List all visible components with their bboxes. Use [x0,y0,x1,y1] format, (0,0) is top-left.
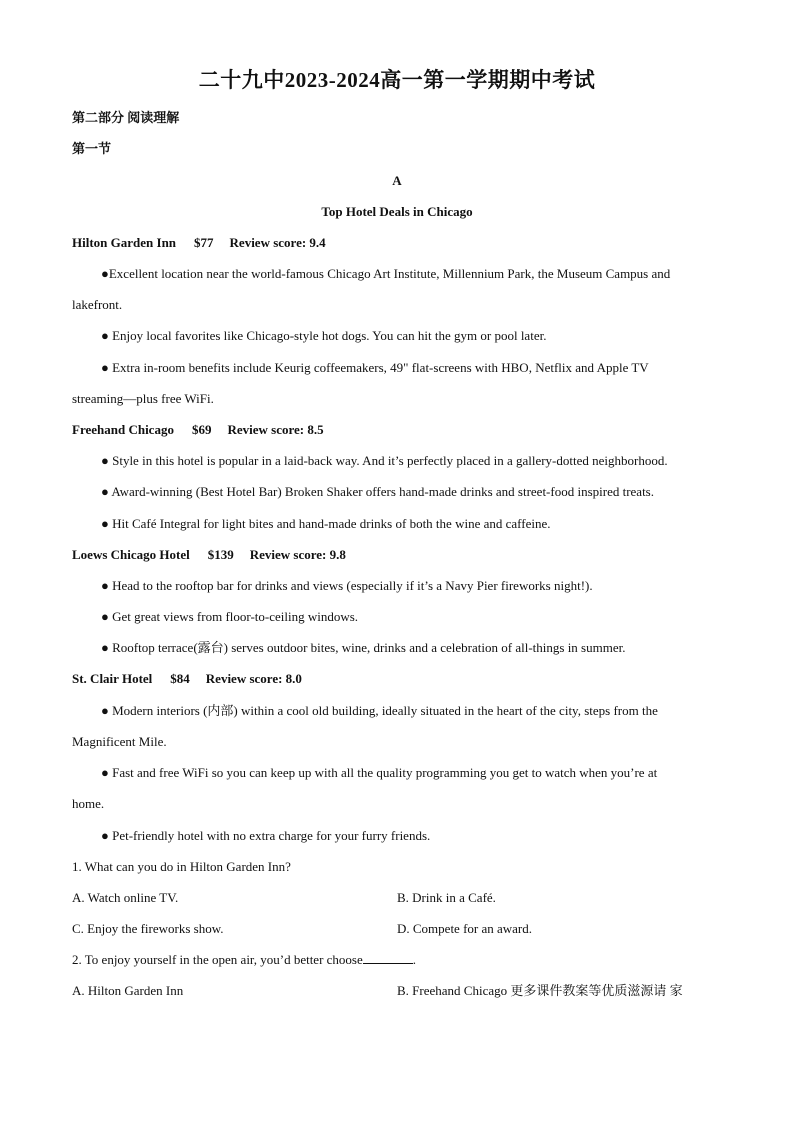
option-b[interactable]: B. Freehand Chicago 更多课件教案等优质滋源请 家 [397,983,683,998]
hotel-bullet: ● Award-winning (Best Hotel Bar) Broken Shaker offers hand-made drinks and street-food inspired treats. [101,484,654,499]
section-title: 第一节 [72,141,112,156]
passage-title: Top Hotel Deals in Chicago [321,204,473,219]
hotel-header [72,421,324,439]
hotel-bullet: ● Hit Café Integral for light bites and hand-made drinks of both the wine and caffeine. [101,516,551,531]
option-c[interactable]: C. Enjoy the fireworks show. [72,921,224,936]
hotel-bullet: ● Style in this hotel is popular in a laid-back way. And it’s perfectly placed in a gallery-dotted neighborhood. [101,453,668,468]
hotel-header [72,234,326,252]
hotel-bullet: ● Rooftop terrace(露台) serves outdoor bites, wine, drinks and a celebration of all-things in summer. [101,640,626,655]
hotel-price: $69 [191,422,212,437]
hotel-name: Freehand Chicago [72,422,174,437]
question-stem-end: . [412,952,417,967]
passage-label: A [392,173,402,188]
hotel-bullet-continuation: lakefront. [72,297,123,312]
hotel-price: $139 [207,547,234,562]
hotel-price: $84 [170,671,190,686]
hotel-score: Review score: 8.5 [227,422,324,437]
hotel-bullet-continuation: home. [72,796,105,811]
hotel-score: Review score: 9.4 [229,235,326,250]
question-stem-text: 2. To enjoy yourself in the open air, you’d better choose [72,952,363,967]
hotel-bullet: ● Pet-friendly hotel with no extra charge for your furry friends. [101,828,431,843]
question-stem [72,951,416,969]
hotel-bullet: ● Head to the rooftop bar for drinks and views (especially if it’s a Navy Pier fireworks night!). [101,578,593,593]
hotel-bullet: ● Modern interiors (内部) within a cool old building, ideally situated in the heart of the city, steps from the [101,703,658,718]
hotel-score: Review score: 8.0 [205,671,302,686]
hotel-bullet: ● Enjoy local favorites like Chicago-style hot dogs. You can hit the gym or pool later. [101,328,547,343]
answer-blank[interactable] [363,951,413,964]
hotel-bullet: ● Get great views from floor-to-ceiling windows. [101,609,359,624]
hotel-name: Loews Chicago Hotel [72,547,190,562]
option-d[interactable]: D. Compete for an award. [397,921,533,936]
hotel-price: $77 [194,235,214,250]
hotel-score: Review score: 9.8 [249,547,346,562]
question-stem: 1. What can you do in Hilton Garden Inn? [72,859,291,874]
hotel-bullet: ● Extra in-room benefits include Keurig coffeemakers, 49" flat-screens with HBO, Netflix and Apple TV [101,360,649,375]
hotel-name: St. Clair Hotel [72,671,153,686]
option-a[interactable]: A. Watch online TV. [72,890,179,905]
hotel-bullet: ●Excellent location near the world-famous Chicago Art Institute, Millennium Park, the Museum Campus and [101,266,671,281]
part-title: 第二部分 阅读理解 [72,110,180,125]
option-a[interactable]: A. Hilton Garden Inn [72,983,184,998]
hotel-bullet-continuation: streaming—plus free WiFi. [72,391,214,406]
option-b[interactable]: B. Drink in a Café. [397,890,496,905]
hotel-header [72,546,346,564]
hotel-header [72,670,302,688]
exam-title: 二十九中2023-2024高一第一学期期中考试 [198,68,596,92]
hotel-bullet-continuation: Magnificent Mile. [72,734,167,749]
hotel-bullet: ● Fast and free WiFi so you can keep up with all the quality programming you get to watch when you’re at [101,765,658,780]
hotel-name: Hilton Garden Inn [72,235,177,250]
